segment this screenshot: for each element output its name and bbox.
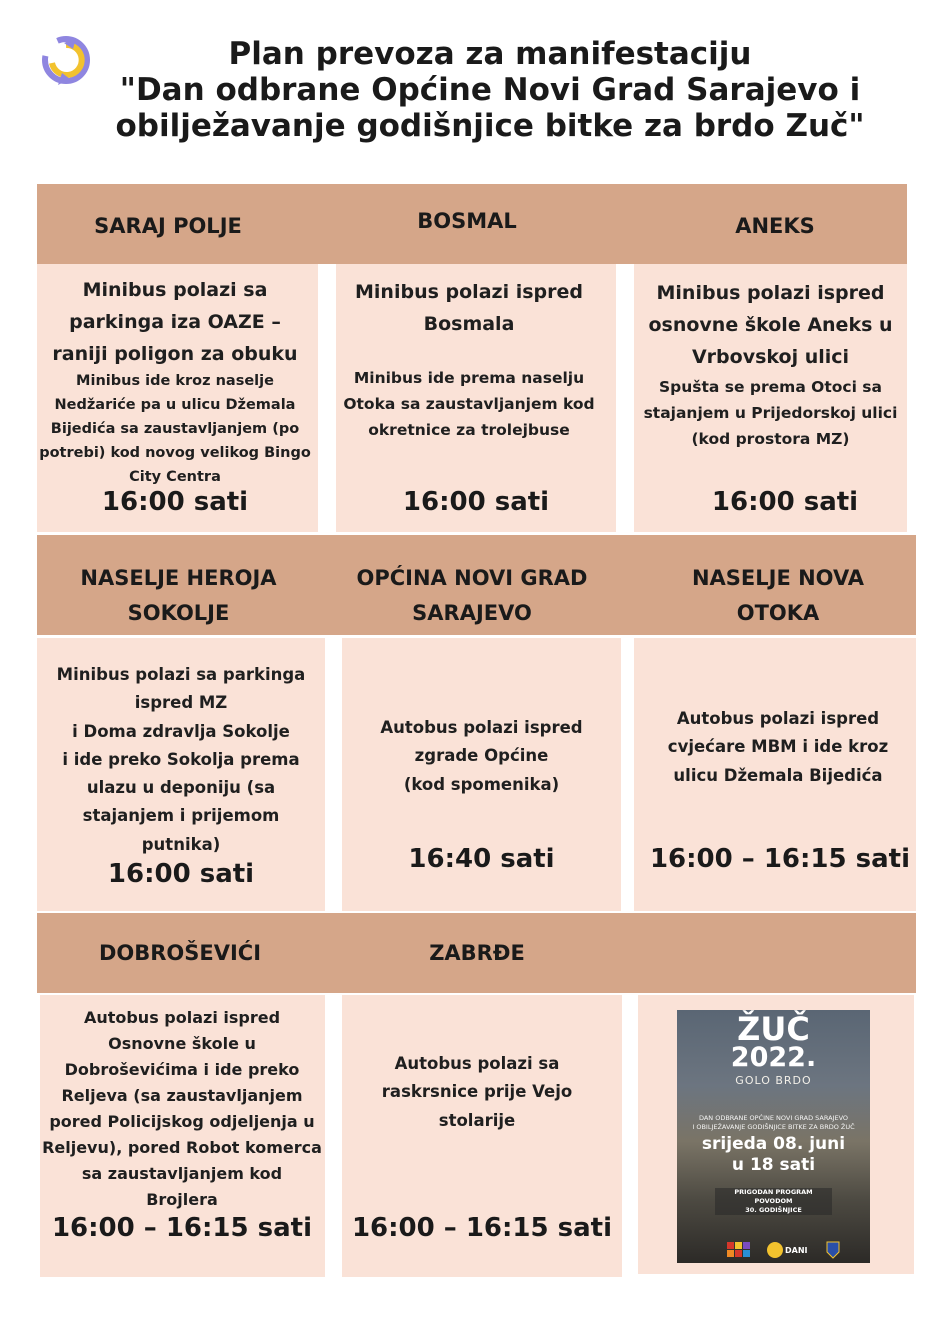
text-line: Osnovne škole u <box>108 1034 256 1053</box>
departure-time: 16:00 sati <box>402 487 550 517</box>
text-line: Bijedića sa zaustavljanjem (po <box>50 421 300 437</box>
text-line: Minibus ide kroz naselje <box>76 373 274 389</box>
text-line: okretnice za trolejbuse <box>368 421 570 439</box>
poster-title: ŽUČ <box>737 1010 810 1048</box>
text-line: ulicu Džemala Bijedića <box>673 765 883 785</box>
page-title <box>100 36 880 144</box>
text-line: Vrbovskoj ulici <box>691 346 850 368</box>
location-header-dobrosevici: DOBROŠEVIĆI <box>98 941 262 965</box>
location-header-saraj-polje: SARAJ POLJE <box>94 214 242 238</box>
text-line: Brojlera <box>146 1190 218 1209</box>
text-line: (kod prostora MZ) <box>691 430 850 448</box>
route-main-text <box>634 277 907 373</box>
text-line: zgrade Općine <box>414 746 549 766</box>
text-line: ispred MZ <box>134 693 228 713</box>
text-line: cvjećare MBM i ide kroz <box>667 737 889 757</box>
poster-desc-line: I OBILJEŽAVANJE GODIŠNJICE BITKE ZA BRDO ŽUČ <box>692 1123 855 1131</box>
text-line: stajanjem i prijemom <box>82 806 280 826</box>
text-line: stajanjem u Prijedorskoj ulici <box>643 404 898 422</box>
poster-year: 2022. <box>730 1042 817 1073</box>
text-line: Bosmala <box>423 313 515 335</box>
text-line: ulazu u deponiju (sa <box>86 778 276 798</box>
header-line: OTOKA <box>736 601 820 625</box>
route-detail-text <box>634 374 907 452</box>
header-line: SARAJEVO <box>412 601 532 625</box>
route-main-text <box>37 274 313 370</box>
poster-desc-line: DAN ODBRANE OPĆINE NOVI GRAD SARAJEVO <box>698 1114 849 1122</box>
text-line: Minibus polazi sa parkinga <box>56 665 306 684</box>
text-line: potrebi) kod novog velikog Bingo <box>39 445 311 461</box>
route-text <box>342 1050 612 1135</box>
text-line: parkinga iza OAZE – <box>69 311 281 333</box>
poster-date-line: u 18 sati <box>731 1155 816 1175</box>
route-text <box>342 714 621 799</box>
header-line: OPĆINA NOVI GRAD <box>356 566 588 590</box>
location-header-aneks: ANEKS <box>735 214 815 238</box>
text-line: sa zaustavljanjem kod <box>81 1164 283 1183</box>
text-line: Autobus polazi ispred <box>83 1008 281 1027</box>
text-line: putnika) <box>141 834 221 854</box>
text-line: City Centra <box>129 469 221 485</box>
poster-date <box>677 1134 870 1176</box>
poster-subtitle: GOLO BRDO <box>735 1074 812 1087</box>
route-detail-text <box>336 365 602 443</box>
poster-program-line: 30. GODIŠNJICE <box>745 1206 802 1214</box>
header-line: SOKOLJE <box>127 601 230 625</box>
text-line: Nedžariće pa u ulicu Džemala <box>54 397 296 413</box>
text-line: Otoka sa zaustavljanjem kod <box>343 395 595 413</box>
location-header-zabrde: ZABRĐE <box>429 941 525 965</box>
text-line: Minibus polazi sa <box>82 279 268 301</box>
text-line: osnovne škole Aneks u <box>648 314 893 336</box>
text-line: pored Policijskog odjeljenja u <box>49 1112 315 1131</box>
text-line: Dobroševićima i ide preko <box>64 1060 300 1079</box>
event-poster <box>677 1010 870 1263</box>
route-text <box>37 1005 327 1213</box>
text-line: Autobus polazi ispred <box>676 709 880 728</box>
header-line: NASELJE NOVA <box>691 566 865 590</box>
text-line: Minibus polazi ispred <box>355 281 583 303</box>
location-header-naselje-nova-otoka <box>640 561 916 631</box>
poster-program <box>715 1188 832 1215</box>
text-line: (kod spomenika) <box>403 774 560 794</box>
organization-logo <box>40 33 92 91</box>
text-line: Spušta se prema Otoci sa <box>659 378 882 396</box>
departure-time: 16:00 – 16:15 sati <box>51 1213 313 1243</box>
text-line: Minibus polazi ispred <box>656 282 885 304</box>
text-line: Reljevu), pored Robot komerca <box>42 1138 322 1157</box>
title-line: obilježavanje godišnjice bitke za brdo Zuč" <box>115 108 865 144</box>
title-line: "Dan odbrane Općine Novi Grad Sarajevo i <box>119 72 861 108</box>
text-line: raniji poligon za obuku <box>52 343 298 365</box>
route-text <box>37 661 325 859</box>
poster-program-line: PRIGODAN PROGRAM POVODOM <box>734 1188 813 1205</box>
poster-date-line: srijeda 08. juni <box>701 1134 846 1154</box>
departure-time: 16:00 sati <box>101 487 249 517</box>
text-line: Reljeva (sa zaustavljanjem <box>61 1086 303 1105</box>
route-detail-text <box>37 369 313 489</box>
departure-time: 16:00 sati <box>107 859 255 889</box>
text-line: Minibus ide prema naselju <box>353 369 585 387</box>
departure-time: 16:00 sati <box>711 487 859 517</box>
route-main-text <box>336 276 602 340</box>
text-line: Autobus polazi sa <box>394 1054 560 1073</box>
text-line: raskrsnice prije Vejo <box>381 1082 573 1102</box>
location-header-bosmal: BOSMAL <box>417 209 517 233</box>
header-line: NASELJE HEROJA <box>80 566 277 590</box>
text-line: i ide preko Sokolja prema <box>62 749 300 769</box>
title-line: Plan prevoza za manifestaciju <box>228 36 752 72</box>
departure-time: 16:40 sati <box>408 844 555 874</box>
location-header-opcina-novi-grad <box>338 561 606 631</box>
departure-time: 16:00 – 16:15 sati <box>649 844 911 874</box>
text-line: stolarije <box>438 1110 516 1130</box>
location-header-naselje-heroja-sokolje <box>37 561 320 631</box>
text-line: Autobus polazi ispred <box>380 718 583 737</box>
route-text <box>640 705 916 790</box>
poster-description <box>677 1114 870 1132</box>
text-line: i Doma zdravlja Sokolje <box>72 721 290 741</box>
departure-time: 16:00 – 16:15 sati <box>351 1213 613 1243</box>
poster-badges <box>677 1238 870 1263</box>
poster-badge-text: DANI <box>785 1246 808 1255</box>
